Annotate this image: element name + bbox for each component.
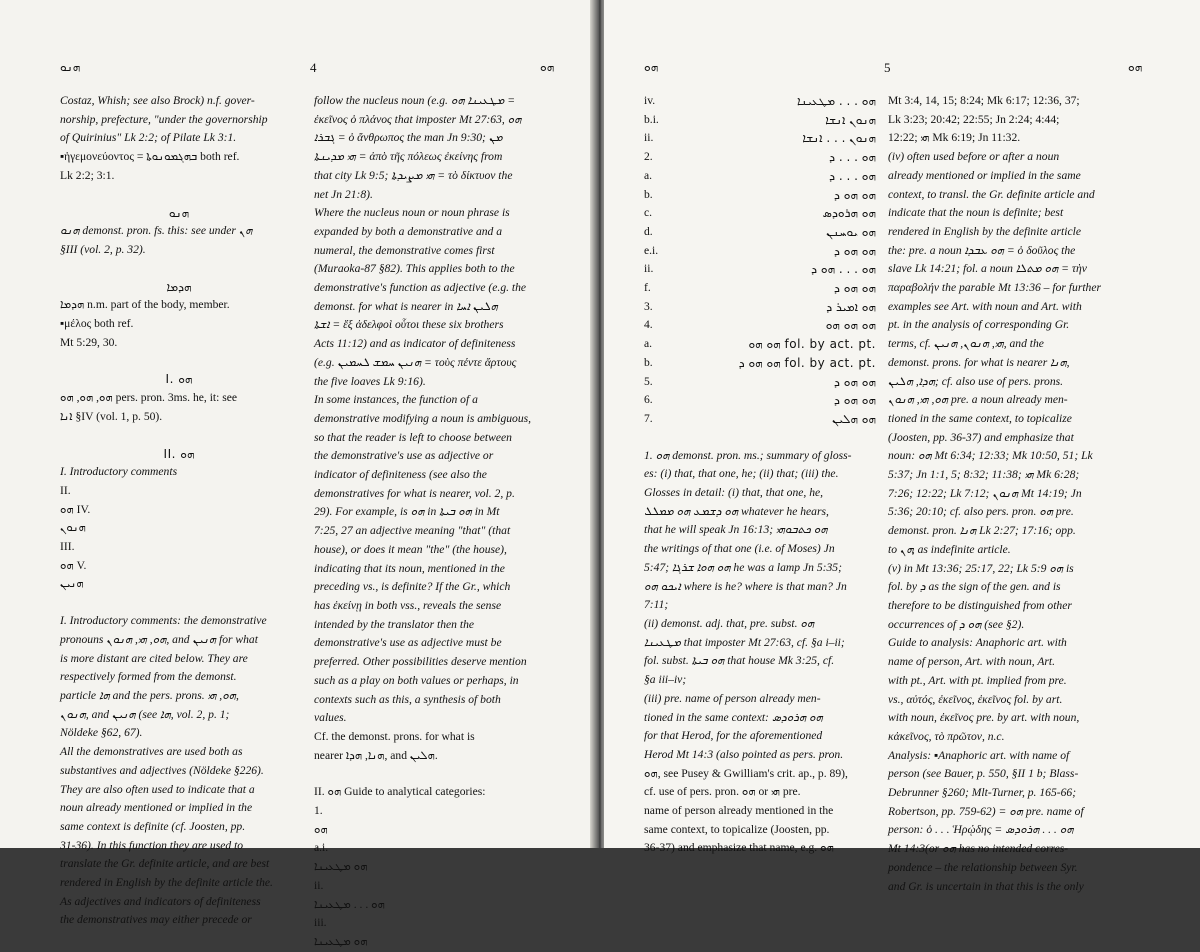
text-line: Guide to analysis: Anaphoric art. with — [888, 636, 1067, 650]
text-line: indicating that its noun, mentioned in the — [314, 561, 505, 575]
text-line: that city Lk 9:5; ܗܝ ܡܨܝܕܬܐ = τὸ δίκτυον the — [314, 168, 513, 182]
text-line: ܗܢܘ demonst. pron. fs. this: see under ܗܢ — [60, 224, 251, 238]
text-line: ܐܫܬܐ = ἕξ ἀδελφοὶ οὗτοι these six brothers — [314, 318, 504, 332]
text-line: preceding vs., is definite? If the Gr., which — [314, 580, 511, 594]
running-head-left: ܗܘ — [644, 60, 659, 74]
text-line: 36-37) and emphasize that name, e.g. ܗܘ — [644, 841, 834, 855]
row-label: 4. — [644, 318, 653, 332]
row-label: c. — [644, 206, 653, 220]
right-column-2 — [888, 92, 1126, 896]
text-line: Mt 14:3(or ܗܘ has no intended corres- — [888, 842, 1069, 856]
text-line: net Jn 21:8). — [314, 187, 373, 201]
right-column-1-body — [644, 447, 876, 858]
text-line: house), or does it mean "the" (the house), — [314, 542, 507, 556]
text-line: nearer ܗܢܐ, ܗܕܐ, and ܗܠܝܢ. — [314, 748, 438, 762]
row-value: ܗܘ ܗܪܘܕܣ — [822, 206, 876, 221]
text-line: the: pre. a noun ܗܘ ܥܒܕܐ = ὁ δοῦλος the — [888, 243, 1076, 257]
text-line: the demonstratives may either precede or — [60, 913, 252, 927]
text-line: (iv) often used before or after a noun — [888, 150, 1060, 164]
text-line: follow the nucleus noun (e.g. ܡܛܥܝܢܐ ܗܘ = — [314, 94, 516, 107]
text-line: same context, to topicalize (Joosten, pp. — [644, 822, 830, 836]
text-line: ܗܝ ܡܕܝܢܬܐ = ἀπὸ τῆς πόλεως ἐκείνης from — [314, 150, 503, 164]
text-line: ἐκεῖνος ὁ πλάνος that imposter Mt 27:63, ܗܘ — [314, 112, 522, 126]
row-value: ܗܘ ܝܘܚܢܢ — [826, 224, 876, 239]
text-line: to ܗܢ, as indefinite article. — [888, 542, 1011, 556]
table-row — [644, 129, 876, 148]
row-value: ܗܢܘܢ ܐܢܫܐ — [825, 112, 876, 127]
text-line: fol. by ܕ as the sign of the gen. and is — [888, 580, 1061, 594]
text-line: ܗܘ ܡܛܥܝܢܐ — [314, 934, 368, 948]
row-label: b.i. — [644, 112, 659, 126]
text-line: es: (i) that, that one, he; (ii) that; (iii) the. — [644, 467, 839, 481]
text-line: II. ܗܘ Guide to analytical categories: — [314, 785, 486, 799]
table-row — [644, 242, 876, 261]
row-value: ܗܘ . . . ܗܘ ܕ — [811, 262, 876, 277]
text-line: Lk 3:23; 20:42; 22:55; Jn 2:24; 4:44; — [888, 112, 1060, 126]
text-line: demonstrative's use as adjective must be — [314, 636, 502, 650]
table-row — [644, 260, 876, 279]
text-line: same context is definite (cf. Joosten, pp. — [60, 819, 246, 833]
row-value: ܗܘ ܗܘ fol. by act. pt. — [748, 337, 876, 352]
text-line: I. Introductory comments — [60, 465, 178, 479]
text-line: As adjectives and indicators of definiteness — [60, 894, 261, 908]
text-line: iii. — [314, 916, 327, 930]
row-label: a. — [644, 168, 653, 182]
text-line: expanded by both a demonstrative and a — [314, 224, 503, 238]
row-label: a. — [644, 337, 653, 351]
text-line: person (see Bauer, p. 550, §II 1 b; Blass- — [888, 767, 1079, 781]
text-line: 5:36; 20:10; cf. also pers. pron. ܗܘ pre. — [888, 505, 1074, 519]
text-line: a.i. — [314, 841, 329, 855]
text-line: intended by the translator then the — [314, 617, 475, 631]
page-number: 4 — [310, 60, 317, 75]
text-line: II. ܗܘ — [163, 446, 195, 461]
text-line: ܗܘ, ܗܘ, ܗܘ pers. pron. 3ms. he, it: see — [60, 391, 238, 405]
row-label: f. — [644, 281, 651, 295]
text-line: ܗܢܘ — [168, 205, 190, 220]
text-line: They are also often used to indicate that a — [60, 782, 255, 796]
text-line: vs., αὐτός, ἐκεῖνος, ἐκεῖνος fol. by art. — [888, 692, 1063, 706]
row-value: ܗܘ ܗܘ ܗܘ — [825, 318, 876, 333]
text-line: ܗܢܘܢ, and ܗܢܝܢ (see ܗܐ, vol. 2, p. 1; — [60, 707, 230, 721]
text-line: terms, cf. ܗܝ, ܗܢܘܢ, ܗܢܝܢ, and the — [888, 337, 1044, 351]
text-line: I. Introductory comments: the demonstrative — [60, 614, 267, 628]
text-line: All the demonstratives are used both as — [60, 745, 243, 759]
text-line: 5:47; ܗܘ ܗܘܐ ܫܪܓܐ he was a lamp Jn 5:35; — [644, 560, 842, 574]
row-label: 7. — [644, 411, 653, 425]
text-line: 31-36). In this function they are used to — [60, 838, 244, 852]
text-line: pondence – the relationship between Syr. — [888, 860, 1078, 874]
page-number: 5 — [884, 60, 891, 75]
text-line: the five loaves Lk 9:16). — [314, 374, 426, 388]
text-line: Cf. the demonst. prons. for what is — [314, 729, 475, 743]
table-row — [644, 335, 876, 354]
text-line: 1. — [314, 804, 323, 818]
text-line: cf. use of pers. pron. ܗܘ or ܗܝ pre. — [644, 785, 801, 799]
row-value: ܗܘ ܗܠܝܢ — [832, 411, 876, 426]
text-line: name of person, Art. with noun, Art. — [888, 655, 1056, 669]
text-line: Robertson, pp. 759-62) = ܗܘ pre. name of — [888, 804, 1084, 818]
table-row — [644, 410, 876, 429]
text-line: ܡܛܥܝܢܐ that imposter Mt 27:63, cf. §a i–ii; — [644, 635, 845, 649]
text-line: and Gr. is uncertain in that this is the only — [888, 879, 1084, 893]
text-line: 29). For example, is ܗܘ in ܗܘ ܒܝܬܐ in Mt — [314, 505, 500, 519]
analysis-table — [644, 92, 876, 447]
row-value: ܗܘ . . . ܡܛܥܝܢܐ — [796, 94, 876, 108]
text-line: demonstratives for what is nearer, vol. 2, p. — [314, 486, 515, 500]
text-line: person: ὁ . . . Ἡρῴδης = ܗܘ . . . ܗܪܘܕܣ — [888, 823, 1074, 837]
text-line: Where the nucleus noun or noun phrase is — [314, 206, 510, 220]
row-value: ܗܘ ܐܡܝܪ ܕ — [826, 299, 876, 314]
text-line: ii. — [314, 878, 324, 892]
text-line: preferred. Other possibilities deserve mention — [314, 655, 527, 669]
text-line: §III (vol. 2, p. 32). — [60, 242, 146, 256]
text-line: ܗܕܡܐ n.m. part of the body, member. — [60, 298, 230, 312]
left-page — [0, 0, 596, 948]
text-line: ܗܘ V. — [60, 558, 87, 572]
row-value: ܗܘ ܗܘ ܕ — [834, 374, 876, 389]
text-line: ܗܘ — [314, 822, 328, 836]
text-line: rendered in English by the definite article the. — [60, 876, 273, 890]
text-line: already mentioned or implied in the same — [888, 168, 1081, 182]
text-line: therefore to be distinguished from other — [888, 598, 1072, 612]
left-column-2 — [314, 92, 556, 952]
text-line: (iii) pre. name of person already men- — [644, 691, 821, 705]
text-line: Lk 2:2; 3:1. — [60, 168, 115, 182]
row-value: ܗܘ ܗܘ ܕ — [834, 243, 876, 258]
text-line: 7:25, 27 an adjective meaning "that" (that — [314, 524, 511, 538]
text-line: Mt 3:4, 14, 15; 8:24; Mk 6:17; 12:36, 37; — [888, 94, 1080, 107]
row-label: 6. — [644, 393, 653, 407]
text-line: the demonstrative's use as adjective or — [314, 449, 494, 463]
text-line: 1. ܗܘ demonst. pron. ms.; summary of gloss- — [644, 448, 852, 462]
running-head-right: ܗܘ — [540, 60, 555, 74]
text-line: that he will speak Jn 16:13; ܗܘ ܟܬܒܘܗܝ — [644, 523, 828, 537]
text-line: παραβολήν the parable Mt 13:36 – for further — [888, 281, 1102, 295]
table-row — [644, 223, 876, 242]
table-row — [644, 391, 876, 410]
text-line: ܗܘ IV. — [60, 502, 91, 516]
running-head: ܗܢܘ — [60, 60, 81, 74]
text-line: slave Lk 14:21; fol. a noun ܗܘ ܡܬܠܐ = τὴν — [888, 262, 1087, 276]
table-row — [644, 279, 876, 298]
text-line: indicator of definiteness (see also the — [314, 468, 487, 482]
text-line: (Muraoka-87 §82). This applies both to the — [314, 262, 515, 276]
text-line: III. — [60, 540, 75, 554]
text-line: pronouns ܗܘ, ܗܝ, ܗܢܘܢ, and ܗܢܝܢ for what — [60, 632, 258, 646]
text-line: fol. subst. ܗܘ ܒܝܬܐ that house Mk 3:25, cf. — [644, 654, 835, 668]
table-row — [644, 92, 876, 111]
text-line: κἀκεῖνος, τὸ πρῶτον, n.c. — [888, 729, 1005, 743]
text-line: Debrunner §260; Mlt-Turner, p. 165-66; — [888, 786, 1077, 800]
text-line: Mt 5:29, 30. — [60, 335, 118, 349]
text-line: demonst. for what is nearer in ܗܠܝܢ ܐܚܐ — [314, 299, 498, 313]
text-line: ܗܕܡܐ — [166, 279, 192, 294]
row-value: ܗܘ . . . ܕ — [829, 150, 876, 165]
row-label: ii. — [644, 262, 654, 276]
text-line: (Joosten, pp. 36-37) and emphasize that — [888, 430, 1074, 444]
text-line: the writings of that one (i.e. of Moses) Jn — [644, 542, 835, 556]
text-line: particle ܗܐ and the pers. prons. ܗܘ, ܗܝ, — [60, 688, 239, 702]
row-value: ܗܘ ܗܘ ܕ — [834, 187, 876, 202]
text-line: II. — [60, 483, 71, 497]
text-line: ܐܢܐ §IV (vol. 1, p. 50). — [60, 409, 163, 423]
text-line: such as a play on both values or perhaps, in — [314, 673, 519, 687]
row-value: ܗܢܘܢ . . . ܐܢܫܐ — [802, 131, 876, 146]
text-line: values. — [314, 711, 347, 725]
row-label: b. — [644, 187, 653, 201]
table-row — [644, 373, 876, 392]
text-line: demonst. prons. for what is nearer ܗܢܐ, — [888, 355, 1070, 369]
text-line: I. ܗܘ — [165, 372, 193, 387]
row-label: d. — [644, 224, 653, 238]
table-row — [644, 148, 876, 167]
text-line: is more distant are cited below. They are — [60, 651, 248, 665]
text-line: ܗܕܐ, ܗܠܝܢ; cf. also use of pers. prons. — [888, 374, 1064, 388]
text-line: tioned in the same context: ܗܘ ܗܪܘܕܣ — [644, 710, 823, 724]
text-line: tioned in the same context, to topicalize — [888, 411, 1072, 425]
row-label: 5. — [644, 374, 653, 388]
text-line: ܓܒܪܐ = ὁ ἄνθρωπος the man Jn 9:30; ܡܢ — [314, 131, 503, 145]
text-line: rendered in English by the definite article — [888, 224, 1081, 238]
text-line: (ii) demonst. adj. that, pre. subst. ܗܘ — [644, 616, 815, 630]
text-line: demonstrative's function as adjective (e.g. the — [314, 281, 527, 295]
text-line: demonst. pron. ܗܢܐ Lk 2:27; 17:16; opp. — [888, 524, 1076, 538]
text-line: has ἐκείνῃ in both vss., reveals the sense — [314, 598, 502, 612]
text-line: 7:11; — [644, 598, 669, 612]
text-line: Costaz, Whish; see also Brock) n.f. gover- — [60, 94, 255, 107]
text-line: ▪ἡγεμονεύοντος = ܒܗܓܡܘܢܘܬܐ both ref. — [60, 150, 240, 164]
row-value: ܗܘ ܗܘ ܕ — [834, 281, 876, 296]
right-column-1 — [644, 92, 876, 858]
left-column-1 — [60, 92, 298, 930]
text-line: examples see Art. with noun and Art. with — [888, 299, 1082, 313]
table-row — [644, 186, 876, 205]
row-label: ii. — [644, 131, 654, 145]
row-value: ܗܘ . . . ܕ — [829, 168, 876, 183]
text-line: ▪μέλος both ref. — [60, 317, 134, 331]
row-value: ܗܘ ܗܘ ܕ fol. by act. pt. — [738, 355, 876, 370]
text-line: Herod Mt 14:3 (also pointed as pers. pron. — [644, 747, 844, 761]
row-label: 3. — [644, 299, 653, 313]
text-line: Analysis: ▪Anaphoric art. with name of — [888, 748, 1070, 762]
text-line: for that Herod, for the aforementioned — [644, 729, 823, 743]
text-line: noun: ܗܘ Mt 6:34; 12:33; Mk 10:50, 51; Lk — [888, 449, 1093, 463]
row-label: iv. — [644, 94, 656, 107]
text-line: 7:26; 12:22; Lk 7:12; ܗܢܘܢ Mt 14:19; Jn — [888, 486, 1082, 500]
text-line: ܗܘ . . . ܡܛܥܝܢܐ — [314, 897, 385, 911]
text-line: Nöldeke §62, 67). — [60, 726, 143, 740]
text-line: name of person already mentioned in the — [644, 804, 834, 818]
table-row — [644, 204, 876, 223]
row-label: 2. — [644, 150, 653, 164]
table-row — [644, 111, 876, 130]
text-line: substantives and adjectives (Nöldeke §226). — [60, 763, 264, 777]
text-line: ܗܘ ܕܫܡܥ ܗܘ ܡܡܠܠ whatever he hears, — [644, 504, 829, 518]
text-line: occurrences of ܗܘ ܕ (see §2). — [888, 617, 1025, 631]
running-head-right: ܗܘ — [1128, 60, 1143, 74]
row-label: e.i. — [644, 243, 659, 257]
row-label: b. — [644, 355, 653, 369]
text-line: contexts such as this, a synthesis of both — [314, 692, 501, 706]
text-line: (v) in Mt 13:36; 25:17, 22; Lk 5:9 ܗܘ is — [888, 561, 1074, 575]
table-row — [644, 167, 876, 186]
text-line: ܐܝܟܘ ܗܘ where is he? where is that man? Jn — [644, 579, 847, 593]
text-line: noun already mentioned or implied in the — [60, 801, 253, 815]
text-line: pt. in the analysis of corresponding Gr. — [888, 318, 1070, 332]
text-line: ܗܘ, ܗܝ, ܗܢܘܢ pre. a noun already men- — [888, 393, 1068, 407]
text-line: ܗܘ, see Pusey & Gwilliam's crit. ap., p. 89), — [644, 766, 848, 780]
right-page — [604, 0, 1200, 893]
table-row — [644, 298, 876, 317]
text-line: with pt., Art. with pt. implied from pre. — [888, 673, 1067, 687]
text-line: numeral, the demonstrative comes first — [314, 243, 495, 257]
text-line: translate the Gr. definite article, and are best — [60, 857, 270, 871]
table-row — [644, 354, 876, 373]
text-line: §a iii–iv; — [644, 673, 687, 687]
text-line: ܗܢܝܢ — [60, 577, 84, 591]
table-row — [644, 316, 876, 335]
text-line: Glosses in detail: (i) that, that one, he, — [644, 486, 824, 500]
text-line: indicate that the noun is definite; best — [888, 206, 1064, 220]
text-line: respectively formed from the demonst. — [60, 670, 237, 684]
text-line: (e.g. ܗܢܝܢ ܚܡܫ ܠܚܡܝܢ = τοὺς πέντε ἄρτους — [314, 355, 517, 369]
text-line: ܗܢܘܢ — [60, 521, 86, 535]
text-line: 12:22; ܗܝ Mk 6:19; Jn 11:32. — [888, 131, 1021, 145]
text-line: so that the reader is left to choose between — [314, 430, 512, 444]
text-line: Acts 11:12) and as indicator of definiteness — [314, 337, 516, 351]
row-value: ܗܘ ܗܘ ܕ — [834, 393, 876, 408]
text-line: In some instances, the function of a — [314, 393, 478, 407]
text-line: of Quirinius" Lk 2:2; of Pilate Lk 3:1. — [60, 131, 237, 145]
text-line: 5:37; Jn 1:1, 5; 8:32; 11:38; ܗܝ Mk 6:28; — [888, 468, 1080, 482]
text-line: norship, prefecture, "under the governorship — [60, 112, 268, 126]
text-line: context, to transl. the Gr. definite article and — [888, 187, 1095, 201]
text-line: ܗܘ ܡܛܥܝܢܐ — [314, 860, 368, 874]
text-line: demonstrative modifying a noun is ambiguous, — [314, 411, 532, 425]
text-line: with noun, ἐκεῖνος pre. by art. with noun, — [888, 711, 1080, 725]
